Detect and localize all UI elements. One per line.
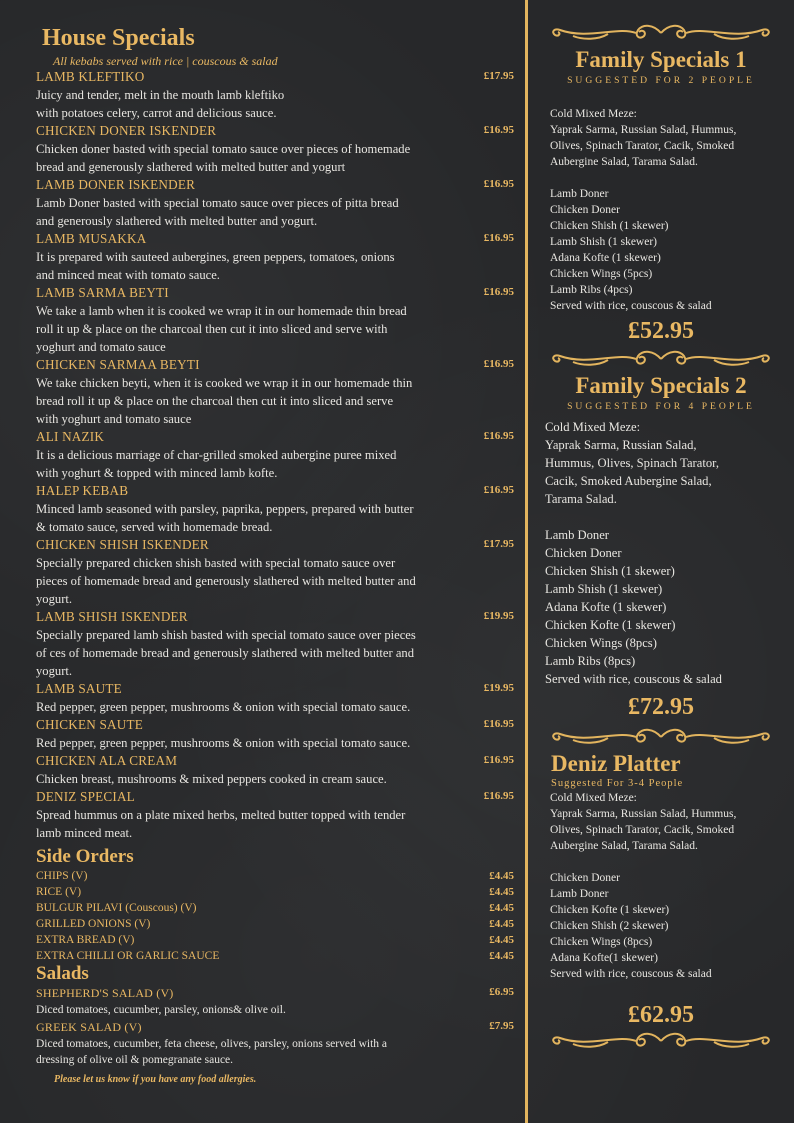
- scroll-ornament-icon: [548, 22, 774, 44]
- side-order-price: £4.45: [489, 918, 514, 930]
- family1-mains-line: Lamb Ribs (4pcs): [550, 284, 633, 296]
- house-specials-title: House Specials: [42, 25, 195, 51]
- family1-meze-line: Olives, Spinach Tarator, Cacik, Smoked: [550, 140, 735, 152]
- side-orders-title: Side Orders: [36, 846, 134, 867]
- menu-item-header: [36, 788, 514, 806]
- family1-mains-line: Served with rice, couscous & salad: [550, 300, 712, 312]
- family2-meze-line: Cold Mixed Meze:: [545, 420, 641, 434]
- family2-mains-line: Chicken Kofte (1 skewer): [545, 618, 676, 632]
- menu-item-price: £19.95: [483, 682, 514, 694]
- menu-item-name: LAMB MUSAKKA: [36, 231, 147, 246]
- menu-item-name: ALI NAZIK: [36, 429, 105, 444]
- platter-meze-line: Cold Mixed Meze:: [550, 792, 637, 804]
- house-specials-subtitle: All kebabs served with rice | couscous & salad: [53, 54, 278, 68]
- menu-item-description: Red pepper, green pepper, mushrooms & onion with special tomato sauce.: [36, 700, 411, 714]
- menu-item-description: We take chicken beyti, when it is cooked we wrap it in our homemade thin: [36, 376, 413, 390]
- menu-item-name: DENIZ SPECIAL: [36, 789, 135, 804]
- platter-mains-line: Served with rice, couscous & salad: [550, 968, 712, 980]
- menu-item-header: [36, 428, 514, 446]
- menu-item-price: £16.95: [483, 286, 514, 298]
- side-order-price: £4.45: [489, 886, 514, 898]
- menu-item-description: Red pepper, green pepper, mushrooms & onion with special tomato sauce.: [36, 736, 411, 750]
- side-order-item: [36, 932, 514, 948]
- menu-item-header: [36, 230, 514, 248]
- side-order-item: [36, 884, 514, 900]
- side-order-price: £4.45: [489, 950, 514, 962]
- side-order-item: [36, 868, 514, 884]
- salad-description: Diced tomatoes, cucumber, parsley, onions& olive oil.: [36, 1004, 286, 1016]
- menu-item: [36, 230, 514, 284]
- menu-item-name: CHICKEN SARMAA BEYTI: [36, 357, 200, 372]
- menu-item-description: It is a delicious marriage of char-grilled smoked aubergine puree mixed: [36, 448, 397, 462]
- menu-item: [36, 122, 514, 176]
- menu-item-description: yogurt.: [36, 664, 73, 678]
- scroll-ornament-icon: [548, 1030, 774, 1052]
- side-order-name: GRILLED ONIONS (V): [36, 918, 151, 930]
- family2-meze-line: Cacik, Smoked Aubergine Salad,: [545, 474, 712, 488]
- family1-meze-line: Aubergine Salad, Tarama Salad.: [550, 156, 698, 168]
- salads-list: [36, 984, 514, 1068]
- family2-subtitle: SUGGESTED FOR 4 PEOPLE: [567, 401, 755, 412]
- menu-item-description: and generously slathered with melted butter and yogurt.: [36, 214, 318, 228]
- family2-mains-line: Lamb Shish (1 skewer): [545, 582, 663, 596]
- platter-mains-line: Adana Kofte(1 skewer): [550, 952, 658, 964]
- platter-title: Deniz Platter: [551, 751, 681, 776]
- menu-item-price: £17.95: [483, 70, 514, 82]
- house-specials-list: [36, 68, 514, 842]
- menu-item: [36, 536, 514, 608]
- menu-item: [36, 608, 514, 680]
- menu-item-price: £16.95: [483, 124, 514, 136]
- family2-meze-line: Hummus, Olives, Spinach Tarator,: [545, 456, 719, 470]
- menu-item-header: [36, 122, 514, 140]
- side-order-name: EXTRA BREAD (V): [36, 934, 135, 946]
- menu-item-description: with yoghurt & topped with minced lamb kofte.: [36, 466, 278, 480]
- family2-mains-line: Adana Kofte (1 skewer): [545, 600, 667, 614]
- menu-item-description: Juicy and tender, melt in the mouth lamb kleftiko: [36, 88, 285, 102]
- platter-mains-line: Chicken Wings (8pcs): [550, 936, 653, 948]
- column-divider: [525, 0, 528, 1123]
- menu-item: [36, 680, 514, 716]
- menu-item-name: LAMB SHISH ISKENDER: [36, 609, 188, 624]
- family1-meze-line: Cold Mixed Meze:: [550, 108, 637, 120]
- menu-item-header: [36, 176, 514, 194]
- menu-item: [36, 428, 514, 482]
- allergy-note: Please let us know if you have any food allergies.: [54, 1074, 257, 1085]
- family2-mains: [545, 526, 784, 688]
- menu-item-description: with yoghurt and tomato sauce: [36, 412, 192, 426]
- salad-price: £6.95: [489, 986, 514, 998]
- menu-item-name: LAMB KLEFTIKO: [36, 69, 145, 84]
- family1-mains-line: Chicken Doner: [550, 204, 620, 216]
- menu-item-description: with potatoes celery, carrot and delicious sauce.: [36, 106, 277, 120]
- menu-item-description: pieces of homemade bread and generously slathered with melted butter and: [36, 574, 416, 588]
- menu-item-description: of ces of homemade bread and generously slathered with melted butter and: [36, 646, 415, 660]
- right-column: [538, 22, 784, 1052]
- menu-item: [36, 284, 514, 356]
- menu-item-header: [36, 68, 514, 86]
- family2-meze-line: Yaprak Sarma, Russian Salad,: [545, 438, 697, 452]
- menu-item: [36, 788, 514, 842]
- salad-name: SHEPHERD'S SALAD (V): [36, 986, 174, 1000]
- family2-mains-line: Served with rice, couscous & salad: [545, 672, 722, 686]
- menu-item-name: CHICKEN SHISH ISKENDER: [36, 537, 209, 552]
- menu-item-description: Spread hummus on a plate mixed herbs, melted butter topped with tender: [36, 808, 406, 822]
- menu-item-description: We take a lamb when it is cooked we wrap it in our homemade thin bread: [36, 304, 407, 318]
- menu-item-description: bread roll it up & place on the charcoal then cut it into sliced and serve: [36, 394, 394, 408]
- family1-mains-line: Chicken Wings (5pcs): [550, 268, 653, 280]
- side-order-item: [36, 916, 514, 932]
- family2-mains-line: Chicken Shish (1 skewer): [545, 564, 675, 578]
- family1-mains: [550, 186, 784, 314]
- platter-mains-line: Lamb Doner: [550, 888, 609, 900]
- family2-meze: [545, 418, 784, 508]
- menu-item-price: £16.95: [483, 232, 514, 244]
- side-order-price: £4.45: [489, 870, 514, 882]
- menu-item-name: LAMB SARMA BEYTI: [36, 285, 169, 300]
- menu-item-price: £16.95: [483, 178, 514, 190]
- side-order-item: [36, 900, 514, 916]
- menu-item-price: £16.95: [483, 718, 514, 730]
- menu-item-description: Minced lamb seasoned with parsley, paprika, peppers, prepared with butter: [36, 502, 414, 516]
- side-order-name: EXTRA CHILLI OR GARLIC SAUCE: [36, 950, 220, 962]
- salad-item: [36, 984, 514, 1018]
- family1-meze-line: Yaprak Sarma, Russian Salad, Hummus,: [550, 124, 737, 136]
- side-order-name: RICE (V): [36, 886, 82, 898]
- menu-item-price: £16.95: [483, 430, 514, 442]
- menu-item-header: [36, 716, 514, 734]
- side-order-price: £4.45: [489, 934, 514, 946]
- menu-item-name: CHICKEN ALA CREAM: [36, 753, 178, 768]
- menu-item-header: [36, 284, 514, 302]
- menu-item: [36, 356, 514, 428]
- family1-price: £52.95: [628, 318, 694, 344]
- platter-meze: [550, 790, 784, 854]
- side-orders-list: [36, 868, 514, 964]
- menu-item-description: & tomato sauce, served with homemade bread.: [36, 520, 273, 534]
- menu-item: [36, 176, 514, 230]
- menu-item: [36, 68, 514, 122]
- menu-item-description: Specially prepared lamb shish basted with special tomato sauce over pieces: [36, 628, 416, 642]
- salad-description: dressing of olive oil & pomegranate sauce.: [36, 1054, 234, 1066]
- family1-title: Family Specials 1: [575, 47, 747, 72]
- menu-item-description: It is prepared with sauteed aubergines, green peppers, tomatoes, onions: [36, 250, 395, 264]
- family1-mains-line: Lamb Doner: [550, 188, 609, 200]
- salad-name: GREEK SALAD (V): [36, 1020, 142, 1034]
- menu-item-price: £16.95: [483, 358, 514, 370]
- menu-item-price: £16.95: [483, 484, 514, 496]
- menu-item-description: Specially prepared chicken shish basted with special tomato sauce over: [36, 556, 396, 570]
- menu-item-header: [36, 482, 514, 500]
- salad-item-header: [36, 1018, 514, 1036]
- menu-item-header: [36, 356, 514, 374]
- menu-item-name: HALEP KEBAB: [36, 483, 129, 498]
- platter-price: £62.95: [628, 1002, 694, 1028]
- side-order-item: [36, 948, 514, 964]
- menu-item-name: LAMB DONER ISKENDER: [36, 177, 196, 192]
- menu-item-price: £17.95: [483, 538, 514, 550]
- family1-mains-line: Chicken Shish (1 skewer): [550, 220, 669, 232]
- menu-item: [36, 482, 514, 536]
- menu-item-description: bread and generously slathered with melted butter and yogurt: [36, 160, 346, 174]
- platter-mains-line: Chicken Kofte (1 skewer): [550, 904, 670, 916]
- menu-item-name: CHICKEN DONER ISKENDER: [36, 123, 217, 138]
- scroll-ornament-icon: [548, 348, 774, 370]
- family2-meze-line: Tarama Salad.: [545, 492, 617, 506]
- menu-item-description: yogurt.: [36, 592, 73, 606]
- family2-title: Family Specials 2: [575, 373, 747, 398]
- platter-meze-line: Yaprak Sarma, Russian Salad, Hummus,: [550, 808, 737, 820]
- salad-description: Diced tomatoes, cucumber, feta cheese, olives, parsley, onions served with a: [36, 1038, 388, 1050]
- menu-item-header: [36, 536, 514, 554]
- platter-subtitle: Suggested For 3-4 People: [551, 778, 684, 789]
- menu-item-description: lamb minced meat.: [36, 826, 133, 840]
- menu-item-description: Chicken doner basted with special tomato sauce over pieces of homemade: [36, 142, 411, 156]
- scroll-ornament-icon: [548, 726, 774, 748]
- platter-mains: [550, 870, 784, 982]
- side-order-name: CHIPS (V): [36, 870, 88, 882]
- menu-item-header: [36, 752, 514, 770]
- family1-meze: [550, 106, 784, 170]
- salad-price: £7.95: [489, 1020, 514, 1032]
- menu-item-price: £16.95: [483, 754, 514, 766]
- menu-item-price: £19.95: [483, 610, 514, 622]
- side-order-name: BULGUR PILAVI (Couscous) (V): [36, 902, 197, 914]
- menu-item-name: CHICKEN SAUTE: [36, 717, 143, 732]
- salads-title: Salads: [36, 963, 89, 984]
- menu-item-description: Lamb Doner basted with special tomato sauce over pieces of pitta bread: [36, 196, 399, 210]
- platter-meze-line: Aubergine Salad, Tarama Salad.: [550, 840, 698, 852]
- menu-item-description: Chicken breast, mushrooms & mixed peppers cooked in cream sauce.: [36, 772, 387, 786]
- menu-item-name: LAMB SAUTE: [36, 681, 122, 696]
- family2-mains-line: Chicken Wings (8pcs): [545, 636, 657, 650]
- menu-item-description: yoghurt and tomato sauce: [36, 340, 166, 354]
- menu-item-price: £16.95: [483, 790, 514, 802]
- menu-item-header: [36, 680, 514, 698]
- menu-item: [36, 752, 514, 788]
- family2-mains-line: Lamb Doner: [545, 528, 609, 542]
- family2-mains-line: Lamb Ribs (8pcs): [545, 654, 636, 668]
- menu-item-header: [36, 608, 514, 626]
- menu-item-description: roll it up & place on the charcoal then cut it into sliced and serve with: [36, 322, 388, 336]
- menu-item-description: and minced meat with tomato sauce.: [36, 268, 220, 282]
- family1-mains-line: Lamb Shish (1 skewer): [550, 236, 657, 248]
- platter-mains-line: Chicken Doner: [550, 872, 620, 884]
- platter-meze-line: Olives, Spinach Tarator, Cacik, Smoked: [550, 824, 735, 836]
- family2-price: £72.95: [628, 694, 694, 720]
- salad-item: [36, 1018, 514, 1068]
- family1-mains-line: Adana Kofte (1 skewer): [550, 252, 661, 264]
- family2-mains-line: Chicken Doner: [545, 546, 622, 560]
- side-order-price: £4.45: [489, 902, 514, 914]
- platter-mains-line: Chicken Shish (2 skewer): [550, 920, 669, 932]
- left-column: [36, 24, 514, 1085]
- salad-item-header: [36, 984, 514, 1002]
- menu-item: [36, 716, 514, 752]
- family1-subtitle: SUGGESTED FOR 2 PEOPLE: [567, 75, 755, 86]
